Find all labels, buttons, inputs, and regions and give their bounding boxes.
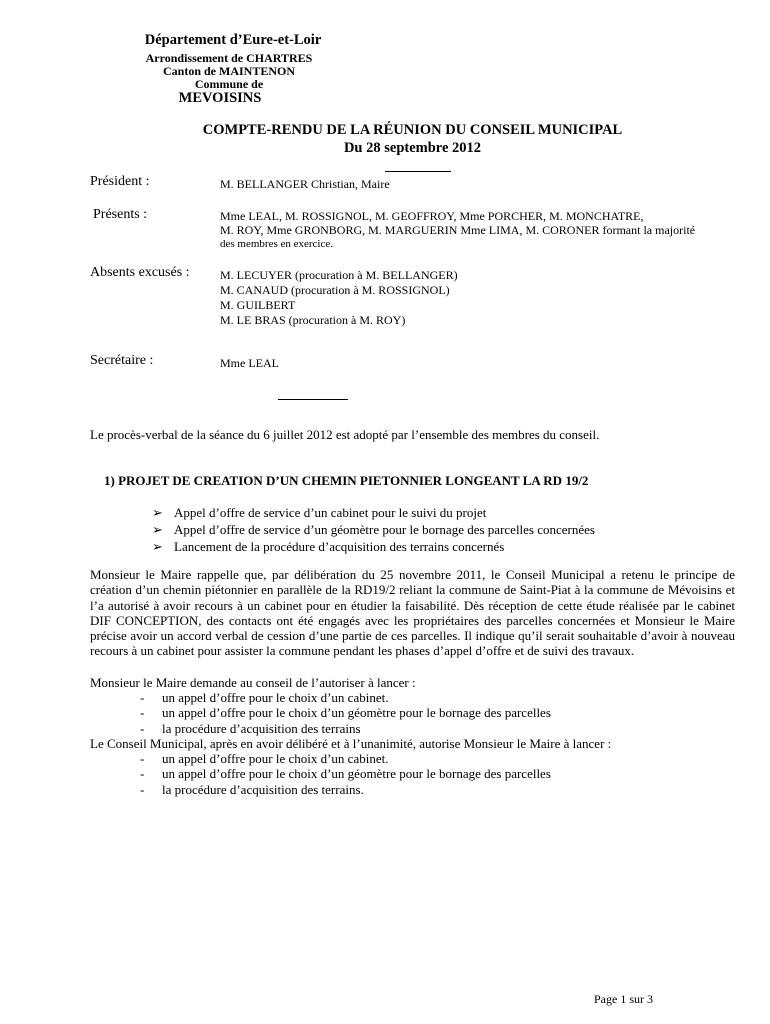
absent-line: M. GUILBERT (220, 298, 296, 312)
absents-list (220, 268, 458, 328)
section-1-heading: 1) PROJET DE CREATION D’UN CHEMIN PIETONNIER LONGEANT LA RD 19/2 (104, 473, 589, 488)
presents-line: des membres en exercice. (220, 238, 333, 250)
list-item: - un appel d’offre pour le choix d’un géomètre pour le bornage des parcelles (140, 766, 551, 782)
commune-de-heading: Commune de (194, 77, 264, 91)
arrow-bullet-icon: ➢ (152, 522, 163, 537)
request-list (140, 690, 551, 736)
absent-line: M. LE BRAS (procuration à M. ROY) (220, 313, 406, 327)
commune-name-heading: MEVOISINS (178, 90, 262, 106)
president-label: Président : (90, 174, 150, 189)
decision-list (140, 751, 551, 797)
list-item: - un appel d’offre pour le choix d’un cabinet. (140, 751, 389, 766)
page-number: Page 1 sur 3 (594, 992, 653, 1006)
presents-line: M. ROY, Mme GRONBORG, M. MARGUERIN Mme LIMA, M. CORONER formant la majorité (220, 223, 696, 237)
section-1-paragraph: Monsieur le Maire rappelle que, par délibération du 25 novembre 2011, le Conseil Municipal a retenu le principe de création d’un chemin piétonnier en parallèle de la RD19/2 reliant la commune de Saint-Piat à la commune de Mévoisins et l’a autorisé à avoir recours à un cabinet pour en étudier la faisabilité. Dès réception de cette étude réalisée par le cabinet DIF CONCEPTION, des contacts ont été engagés avec les propriétaires des parcelles concernées et Monsieur le Maire précise avoir un accord verbal de cession d’une partie de ces parcelles. Il indique qu’il serait souhaitable d’avoir à nouveau recours à un cabinet pour assister la commune pendant les phases d’appel d’offre et de suivi des travaux. (90, 567, 735, 659)
section-1-bullets (152, 504, 595, 555)
arrondissement-heading: Arrondissement de CHARTRES (145, 51, 313, 65)
decision-intro: Le Conseil Municipal, après en avoir délibéré et à l’unanimité, autorise Monsieur le Maire à lancer : (90, 736, 612, 751)
attendance-divider (278, 399, 348, 400)
canton-heading: Canton de MAINTENON (162, 64, 295, 78)
list-item: - un appel d’offre pour le choix d’un géomètre pour le bornage des parcelles (140, 705, 551, 721)
bullet-item: ➢ Appel d’offre de service d’un cabinet pour le suivi du projet (152, 505, 487, 520)
secretaire-label: Secrétaire : (90, 353, 154, 368)
pv-adoption-text: Le procès-verbal de la séance du 6 juillet 2012 est adopté par l’ensemble des membres du conseil. (90, 427, 600, 442)
list-item: - la procédure d’acquisition des terrains (140, 720, 361, 736)
absent-line: M. CANAUD (procuration à M. ROSSIGNOL) (220, 283, 450, 297)
presents-label: Présents : (93, 207, 148, 222)
presents-list (220, 209, 695, 251)
bullet-item: ➢ Lancement de la procédure d’acquisition des terrains concernés (152, 539, 505, 554)
document-title: COMPTE-RENDU DE LA RÉUNION DU CONSEIL MUNICIPAL (202, 122, 623, 138)
list-item: - un appel d’offre pour le choix d’un cabinet. (140, 690, 389, 705)
absents-label: Absents excusés : (90, 265, 190, 280)
bullet-item: ➢ Appel d’offre de service d’un géomètre pour le bornage des parcelles concernées (152, 522, 595, 537)
secretaire-value: Mme LEAL (220, 356, 279, 370)
list-item: - la procédure d’acquisition des terrains. (140, 781, 364, 797)
arrow-bullet-icon: ➢ (152, 505, 163, 520)
absent-line: M. LECUYER (procuration à M. BELLANGER) (220, 268, 458, 282)
document-date: Du 28 septembre 2012 (343, 140, 482, 156)
departement-heading: Département d’Eure-et-Loir (144, 32, 322, 48)
request-intro: Monsieur le Maire demande au conseil de l’autoriser à lancer : (90, 675, 416, 690)
presents-line: Mme LEAL, M. ROSSIGNOL, M. GEOFFROY, Mme PORCHER, M. MONCHATRE, (220, 209, 644, 223)
president-value: M. BELLANGER Christian, Maire (220, 177, 390, 191)
arrow-bullet-icon: ➢ (152, 539, 163, 554)
title-divider (385, 171, 451, 172)
